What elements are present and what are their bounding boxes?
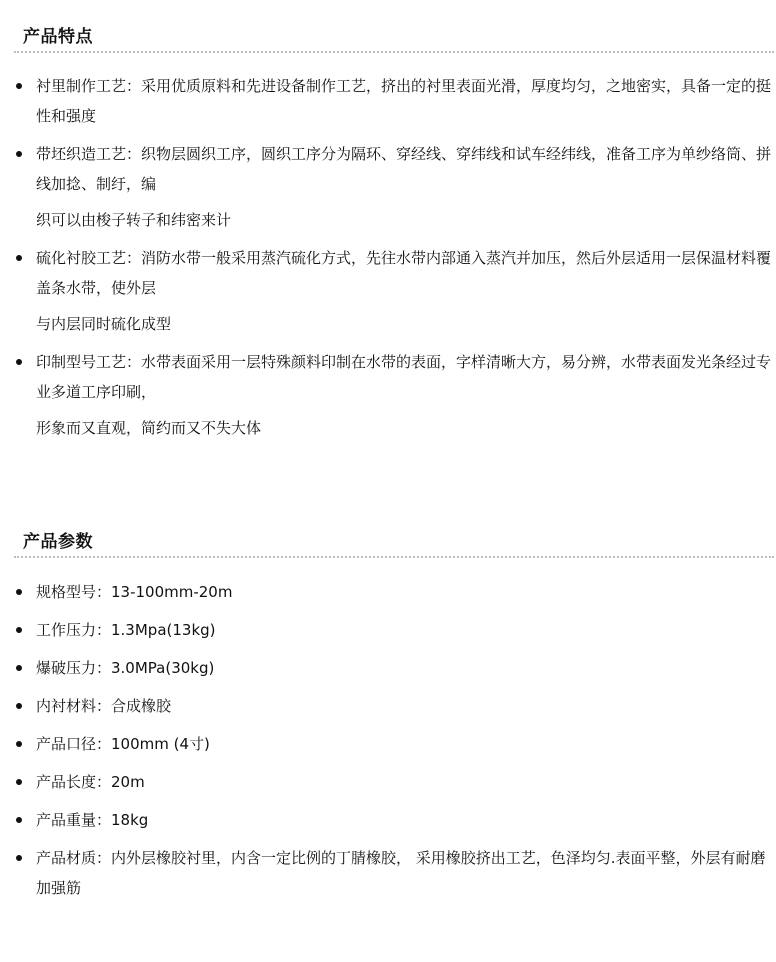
param-item-text: 产品重量：18kg [36, 811, 149, 829]
feature-item-printing [0, 347, 776, 407]
feature-item-continuation: 形象而又直观，简约而又不失大体 [36, 419, 262, 437]
bullet-icon [16, 817, 22, 823]
param-item-burst-pressure [0, 653, 776, 683]
feature-item-weaving [0, 139, 776, 199]
bullet-icon [16, 255, 22, 261]
param-item-model [0, 577, 776, 607]
param-item-text: 规格型号：13-100mm-20m [36, 583, 233, 601]
feature-item-text: 硫化衬胶工艺：消防水带一般采用蒸汽硫化方式，先往水带内部通入蒸汽并加压，然后外层适用一层保温材料覆盖条水带，使外层 [36, 249, 772, 297]
bullet-icon [16, 627, 22, 633]
feature-item-text: 印制型号工艺：水带表面采用一层特殊颜料印制在水带的表面，字样清晰大方，易分辨，水带表面发光条经过专业多道工序印刷， [36, 353, 772, 401]
features-title: 产品特点 [23, 27, 93, 47]
bullet-icon [16, 741, 22, 747]
bullet-icon [16, 779, 22, 785]
feature-item-continuation: 与内层同时硫化成型 [36, 315, 172, 333]
param-item-weight [0, 805, 776, 835]
param-item-text: 产品材质：内外层橡胶衬里，内含一定比例的丁腈橡胶， 采用橡胶挤出工艺，色泽均匀.表面平整，外层有耐磨加强筋 [36, 849, 766, 897]
param-item-text: 内衬材料：合成橡胶 [36, 697, 172, 715]
bullet-icon [16, 665, 22, 671]
feature-item-vulcanizing [0, 243, 776, 303]
param-item-length [0, 767, 776, 797]
feature-item-text: 衬里制作工艺：采用优质原料和先进设备制作工艺，挤出的衬里表面光滑，厚度均匀，之地密实，具备一定的挺性和强度 [36, 77, 772, 125]
param-item-text: 产品长度：20m [36, 773, 145, 791]
feature-item-text: 带坯织造工艺：织物层圆织工序，圆织工序分为隔环、穿经线、穿纬线和试车经纬线，准备工序为单纱络筒、拼线加捻、制纡，编 [36, 145, 772, 193]
bullet-icon [16, 83, 22, 89]
bullet-icon [16, 359, 22, 365]
params-divider [14, 556, 774, 558]
features-divider [14, 51, 774, 53]
bullet-icon [16, 151, 22, 157]
param-item-caliber [0, 729, 776, 759]
param-item-lining-material [0, 691, 776, 721]
param-item-text: 工作压力：1.3Mpa(13kg) [36, 621, 216, 639]
bullet-icon [16, 589, 22, 595]
param-item-text: 爆破压力：3.0MPa(30kg) [36, 659, 215, 677]
param-item-text: 产品口径：100mm (4寸) [36, 735, 210, 753]
param-item-working-pressure [0, 615, 776, 645]
feature-item-lining [0, 71, 776, 131]
bullet-icon [16, 855, 22, 861]
features-list [0, 71, 776, 443]
feature-item-continuation: 织可以由梭子转子和纬密来计 [36, 211, 232, 229]
params-list [0, 577, 776, 911]
params-title: 产品参数 [23, 532, 93, 552]
bullet-icon [16, 703, 22, 709]
param-item-material [0, 843, 776, 903]
